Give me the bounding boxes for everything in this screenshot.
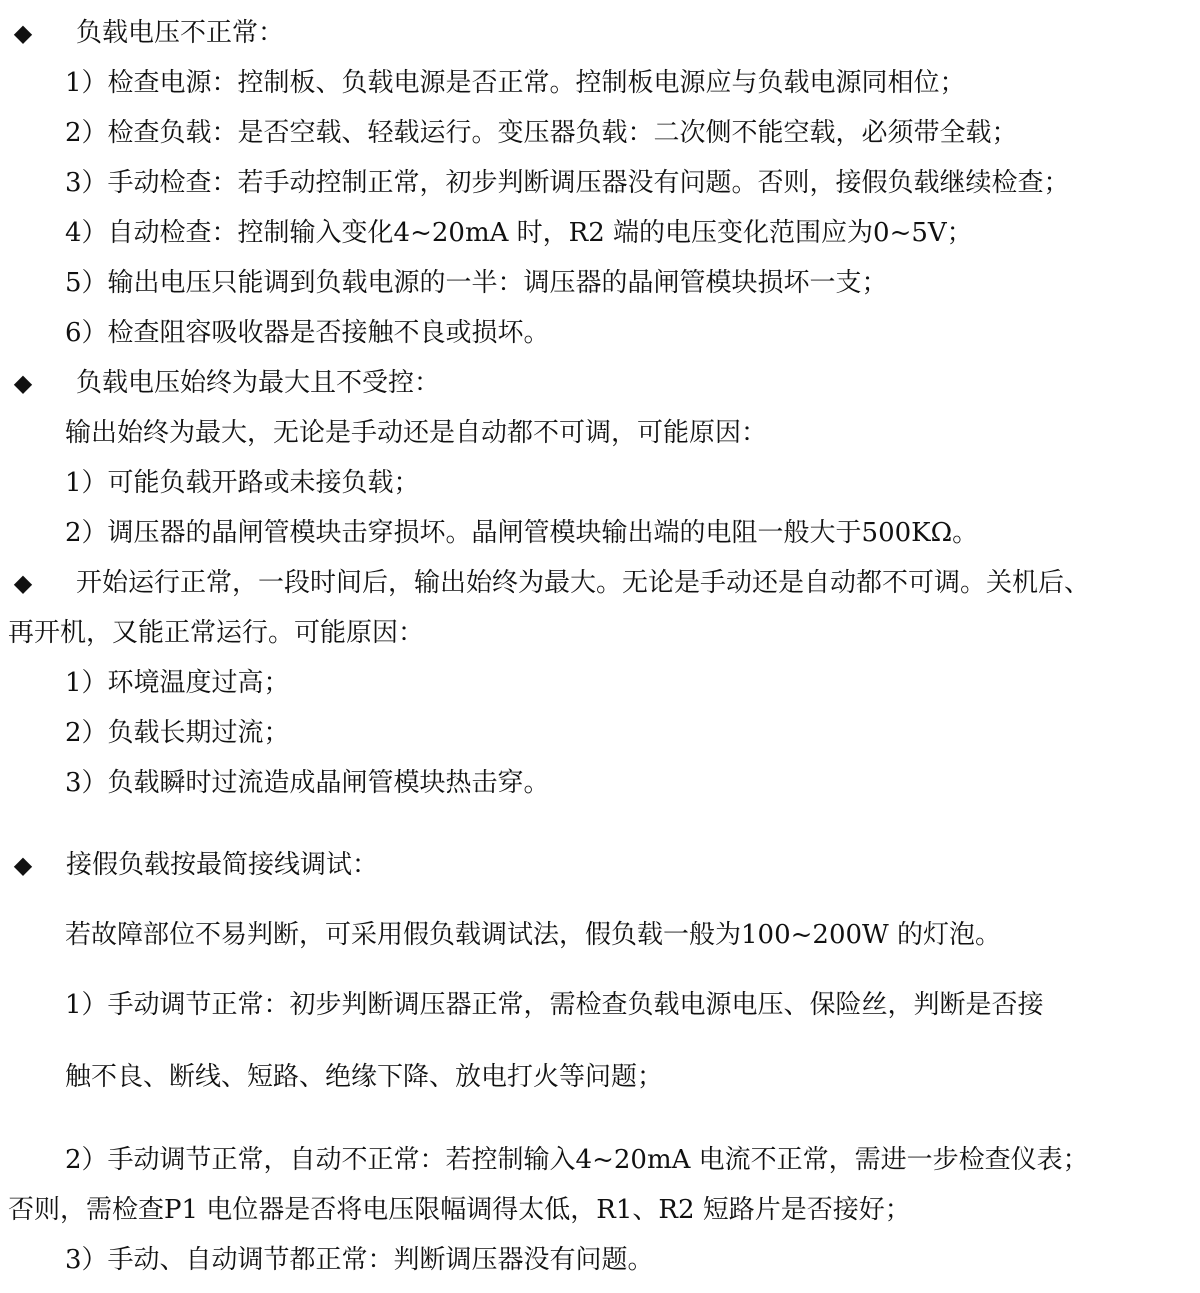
section-2-item-1: 1）可能负载开路或未接负载； <box>65 468 420 498</box>
section-2-item-2: 2）调压器的晶闸管模块击穿损坏。晶闸管模块输出端的电阻一般大于500KΩ。 <box>65 518 979 548</box>
section-1-heading-row <box>10 16 284 50</box>
section-3-item-3: 3）负载瞬时过流造成晶闸管模块热击穿。 <box>65 768 550 798</box>
diamond-bullet-icon: ◆ <box>13 19 33 47</box>
section-1-item-4: 4）自动检查：控制输入变化4~20mA 时，R2 端的电压变化范围应为0~5V； <box>65 218 973 248</box>
section-1-item-2: 2）检查负载：是否空载、轻载运行。变压器负载：二次侧不能空载，必须带全载； <box>65 118 1018 148</box>
section-3-item-1: 1）环境温度过高； <box>65 668 290 698</box>
section-4-item-2-line-2: 否则，需检查P1 电位器是否将电压限幅调得太低，R1、R2 短路片是否接好； <box>8 1195 911 1225</box>
section-4-item-1-line-1: 1）手动调节正常：初步判断调压器正常，需检查负载电源电压、保险丝，判断是否接 <box>65 990 1044 1020</box>
section-4-item-2-line-1: 2）手动调节正常，自动不正常：若控制输入4~20mA 电流不正常，需进一步检查仪表； <box>65 1145 1089 1175</box>
section-1-item-3: 3）手动检查：若手动控制正常，初步判断调压器没有问题。否则，接假负载继续检查； <box>65 168 1070 198</box>
section-2-heading: 负载电压始终为最大且不受控： <box>76 368 441 398</box>
diamond-bullet-icon: ◆ <box>13 569 33 597</box>
section-2-intro: 输出始终为最大，无论是手动还是自动都不可调，可能原因： <box>65 418 768 448</box>
diamond-bullet-icon: ◆ <box>13 369 33 397</box>
section-4-heading: 接假负载按最简接线调试： <box>66 850 379 880</box>
section-4-item-3: 3）手动、自动调节都正常：判断调压器没有问题。 <box>65 1245 654 1275</box>
section-3-heading-row <box>10 566 1090 600</box>
section-1-item-1: 1）检查电源：控制板、负载电源是否正常。控制板电源应与负载电源同相位； <box>65 68 966 98</box>
section-1-item-6: 6）检查阻容吸收器是否接触不良或损坏。 <box>65 318 550 348</box>
diamond-bullet-icon: ◆ <box>13 851 33 879</box>
section-3-heading-line-1: 开始运行正常，一段时间后，输出始终为最大。无论是手动还是自动都不可调。关机后、 <box>76 568 1091 598</box>
section-2-heading-row <box>10 366 440 400</box>
section-4-intro: 若故障部位不易判断，可采用假负载调试法，假负载一般为100~200W 的灯泡。 <box>65 920 1002 950</box>
section-1-item-5: 5）输出电压只能调到负载电源的一半：调压器的晶闸管模块损坏一支； <box>65 268 888 298</box>
section-3-item-2: 2）负载长期过流； <box>65 718 290 748</box>
section-3-heading-line-2: 再开机，又能正常运行。可能原因： <box>8 618 425 648</box>
section-4-heading-row <box>10 848 378 882</box>
section-4-item-1-line-2: 触不良、断线、短路、绝缘下降、放电打火等问题； <box>65 1062 664 1092</box>
section-1-heading: 负载电压不正常： <box>76 18 285 48</box>
